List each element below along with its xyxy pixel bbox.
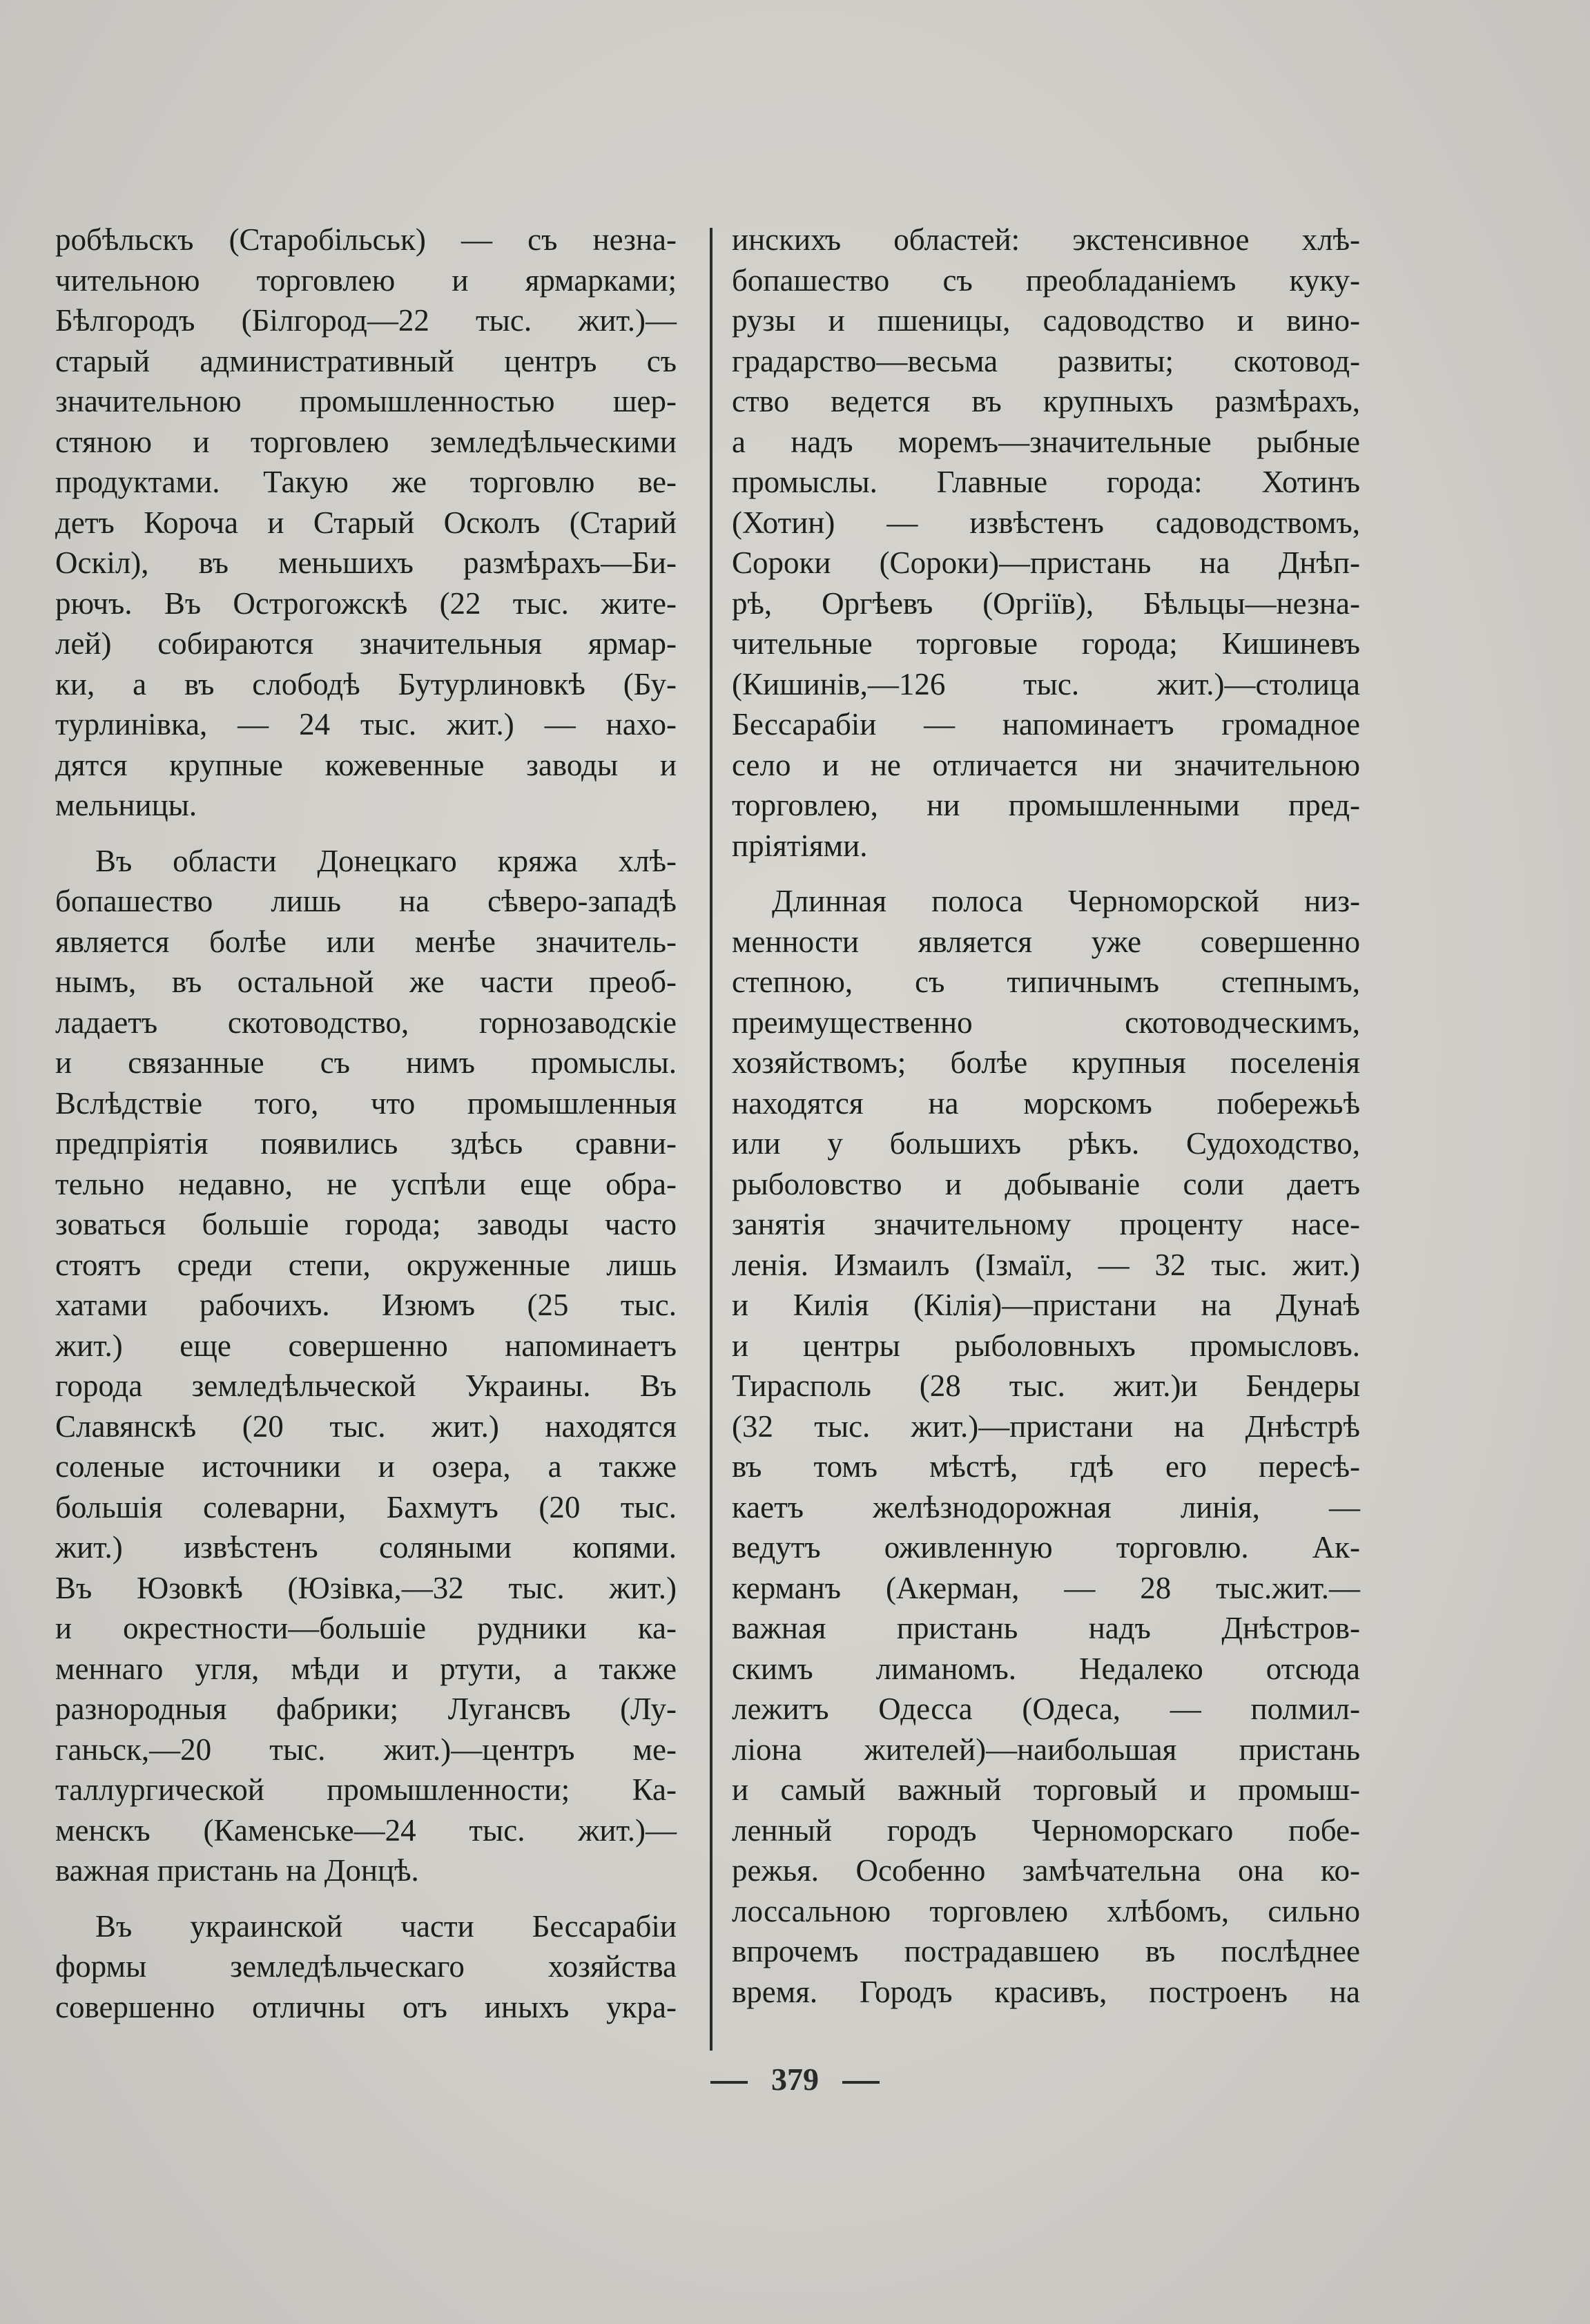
text-line: соленые источники и озера, а также — [55, 1449, 677, 1484]
text-line: мельницы. — [55, 788, 197, 822]
text-line: лоссальною торговлею хлѣбомъ, сильно — [732, 1893, 1360, 1928]
text-line: хатами рабочихъ. Изюмъ (25 тыс. — [55, 1288, 677, 1322]
text-line: лежитъ Одесса (Одеса, — полмил- — [732, 1692, 1360, 1726]
text-line: робѣльскъ (Старобільськ) — съ незна- — [55, 222, 677, 257]
text-line: менности является уже совершенно — [732, 924, 1360, 959]
text-line: градарство—весьма развиты; скотовод- — [732, 343, 1360, 378]
text-line: ки, а въ слободѣ Бутурлиновкѣ (Бу- — [55, 666, 677, 701]
text-line: старый административный центръ съ — [55, 343, 677, 378]
text-line: пріятіями. — [732, 828, 868, 863]
text-line: ленія. Измаилъ (Ізмаїл, — 32 тыс. жит.) — [732, 1247, 1360, 1282]
right-text-column — [732, 220, 1360, 2012]
text-line: рючъ. Въ Острогожскѣ (22 тыс. жите- — [55, 585, 677, 621]
text-line: большія солеварни, Бахмутъ (20 тыс. — [55, 1489, 677, 1524]
column-divider-rule — [710, 228, 712, 2051]
text-line: инскихъ областей: экстенсивное хлѣ- — [732, 222, 1360, 257]
text-line: бопашество лишь на сѣверо-западѣ — [55, 884, 677, 918]
text-line: степною, съ типичнымъ степнымъ, — [732, 965, 1360, 999]
text-line: тельно недавно, не успѣли еще обра- — [55, 1166, 677, 1201]
page-number-left-dash — [710, 2081, 748, 2084]
text-line: а надъ моремъ—значительные рыбные — [732, 424, 1360, 459]
text-line: каетъ желѣзнодорожная линія, — — [732, 1489, 1360, 1524]
text-line: Въ украинской части Бессарабіи — [95, 1908, 677, 1944]
text-line: Оскіл), въ меньшихъ размѣрахъ—Би- — [55, 545, 677, 580]
text-line: формы земледѣльческаго хозяйства — [55, 1949, 677, 1984]
text-line: хозяйствомъ; болѣе крупныя поселенія — [732, 1045, 1360, 1080]
text-line: Славянскѣ (20 тыс. жит.) находятся — [55, 1408, 677, 1444]
text-line: значительною промышленностью шер- — [55, 384, 677, 418]
text-line: впрочемъ пострадавшею въ послѣднее — [732, 1934, 1360, 1968]
text-line: режья. Особенно замѣчательна она ко- — [732, 1853, 1360, 1888]
text-line: ліона жителей)—наибольшая пристань — [732, 1732, 1360, 1767]
text-line: города земледѣльческой Украины. Въ — [55, 1368, 677, 1403]
text-line: разнородныя фабрики; Лугансвъ (Лу- — [55, 1692, 677, 1726]
text-line: является болѣе или менѣе значитель- — [55, 924, 677, 959]
text-line: торговлею, ни промышленными пред- — [732, 788, 1360, 822]
text-line: стоятъ среди степи, окруженные лишь — [55, 1247, 677, 1282]
page-number-right-dash — [842, 2081, 880, 2084]
text-line: совершенно отличны отъ иныхъ укра- — [55, 1989, 677, 2024]
paragraph-gap — [55, 826, 677, 841]
text-line: ленный городъ Черноморскаго побе- — [732, 1812, 1360, 1848]
text-line: находятся на морскомъ побережьѣ — [732, 1085, 1360, 1121]
text-line: таллургической промышленности; Ка- — [55, 1772, 677, 1807]
text-line: зоваться большіе города; заводы часто — [55, 1207, 677, 1241]
text-line: турлинівка, — 24 тыс. жит.) — нахо- — [55, 707, 677, 742]
page-number-footer — [0, 2061, 1590, 2098]
text-line: ладаетъ скотоводство, горнозаводскіе — [55, 1005, 677, 1040]
text-line: рѣ, Оргѣевъ (Оргіїв), Бѣльцы—незна- — [732, 585, 1360, 621]
text-line: менскъ (Каменське—24 тыс. жит.)— — [55, 1812, 677, 1848]
left-text-column — [55, 220, 677, 2027]
text-line: время. Городъ красивъ, построенъ на — [732, 1974, 1360, 2009]
text-line: Вслѣдствіе того, что промышленныя — [55, 1085, 677, 1121]
text-line: чительною торговлею и ярмарками; — [55, 262, 677, 298]
text-line: рузы и пшеницы, садоводство и вино- — [732, 303, 1360, 338]
text-line: дятся крупные кожевенные заводы и — [55, 747, 677, 782]
text-line: (Хотин) — извѣстенъ садоводствомъ, — [732, 505, 1360, 540]
text-line: предпріятія появились здѣсь сравни- — [55, 1126, 677, 1161]
text-line: ганьск,—20 тыс. жит.)—центръ ме- — [55, 1732, 677, 1767]
text-line: ведутъ оживленную торговлю. Ак- — [732, 1530, 1360, 1565]
text-line: скимъ лиманомъ. Недалеко отсюда — [732, 1651, 1360, 1686]
text-line: лей) собираются значительныя ярмар- — [55, 626, 677, 661]
paragraph-gap — [55, 1891, 677, 1906]
text-line: (Кишинів,—126 тыс. жит.)—столица — [732, 666, 1360, 701]
text-line: продуктами. Такую же торговлю ве- — [55, 465, 677, 499]
text-line: (32 тыс. жит.)—пристани на Днѣстрѣ — [732, 1408, 1360, 1444]
text-line: Длинная полоса Черноморской низ- — [772, 884, 1360, 918]
text-line: село и не отличается ни значительною — [732, 747, 1360, 782]
text-line: и окрестности—большіе рудники ка- — [55, 1611, 677, 1645]
text-line: Бессарабіи — напоминаетъ громадное — [732, 707, 1360, 742]
text-line: промыслы. Главные города: Хотинъ — [732, 465, 1360, 499]
text-line: преимущественно скотоводческимъ, — [732, 1005, 1360, 1040]
text-line: важная пристань надъ Днѣстров- — [732, 1611, 1360, 1645]
text-line: чительные торговые города; Кишиневъ — [732, 626, 1360, 661]
page-number: 379 — [771, 2062, 819, 2097]
text-line: ство ведется въ крупныхъ размѣрахъ, — [732, 384, 1360, 418]
text-line: Бѣлгородъ (Білгород—22 тыс. жит.)— — [55, 303, 677, 338]
text-line: и Килія (Кілія)—пристани на Дунаѣ — [732, 1288, 1360, 1322]
text-line: бопашество съ преобладаніемъ куку- — [732, 262, 1360, 298]
text-line: рыболовство и добываніе соли даетъ — [732, 1166, 1360, 1201]
text-line: жит.) извѣстенъ соляными копями. — [55, 1530, 677, 1565]
text-line: меннаго угля, мѣди и ртути, а также — [55, 1651, 677, 1686]
text-line: жит.) еще совершенно напоминаетъ — [55, 1328, 677, 1363]
text-line: Въ области Донецкаго кряжа хлѣ- — [95, 843, 677, 878]
text-line: нымъ, въ остальной же части преоб- — [55, 965, 677, 999]
text-line: или у большихъ рѣкъ. Судоходство, — [732, 1126, 1360, 1161]
text-line: занятія значительному проценту насе- — [732, 1207, 1360, 1241]
text-line: детъ Короча и Старый Осколъ (Старий — [55, 505, 677, 540]
text-line: Тирасполь (28 тыс. жит.)и Бендеры — [732, 1368, 1360, 1403]
paragraph-gap — [732, 866, 1360, 881]
text-line: и самый важный торговый и промыш- — [732, 1772, 1360, 1807]
text-line: въ томъ мѣстѣ, гдѣ его пересѣ- — [732, 1449, 1360, 1484]
text-line: Въ Юзовкѣ (Юзівка,—32 тыс. жит.) — [55, 1570, 677, 1605]
text-line: и связанные съ нимъ промыслы. — [55, 1045, 677, 1080]
text-line: важная пристань на Донцѣ. — [55, 1853, 419, 1888]
text-line: керманъ (Акерман, — 28 тыс.жит.— — [732, 1570, 1360, 1605]
text-line: стяною и торговлею земледѣльческими — [55, 424, 677, 459]
text-line: Сороки (Сороки)—пристань на Днѣп- — [732, 545, 1360, 580]
text-line: и центры рыболовныхъ промысловъ. — [732, 1328, 1360, 1363]
